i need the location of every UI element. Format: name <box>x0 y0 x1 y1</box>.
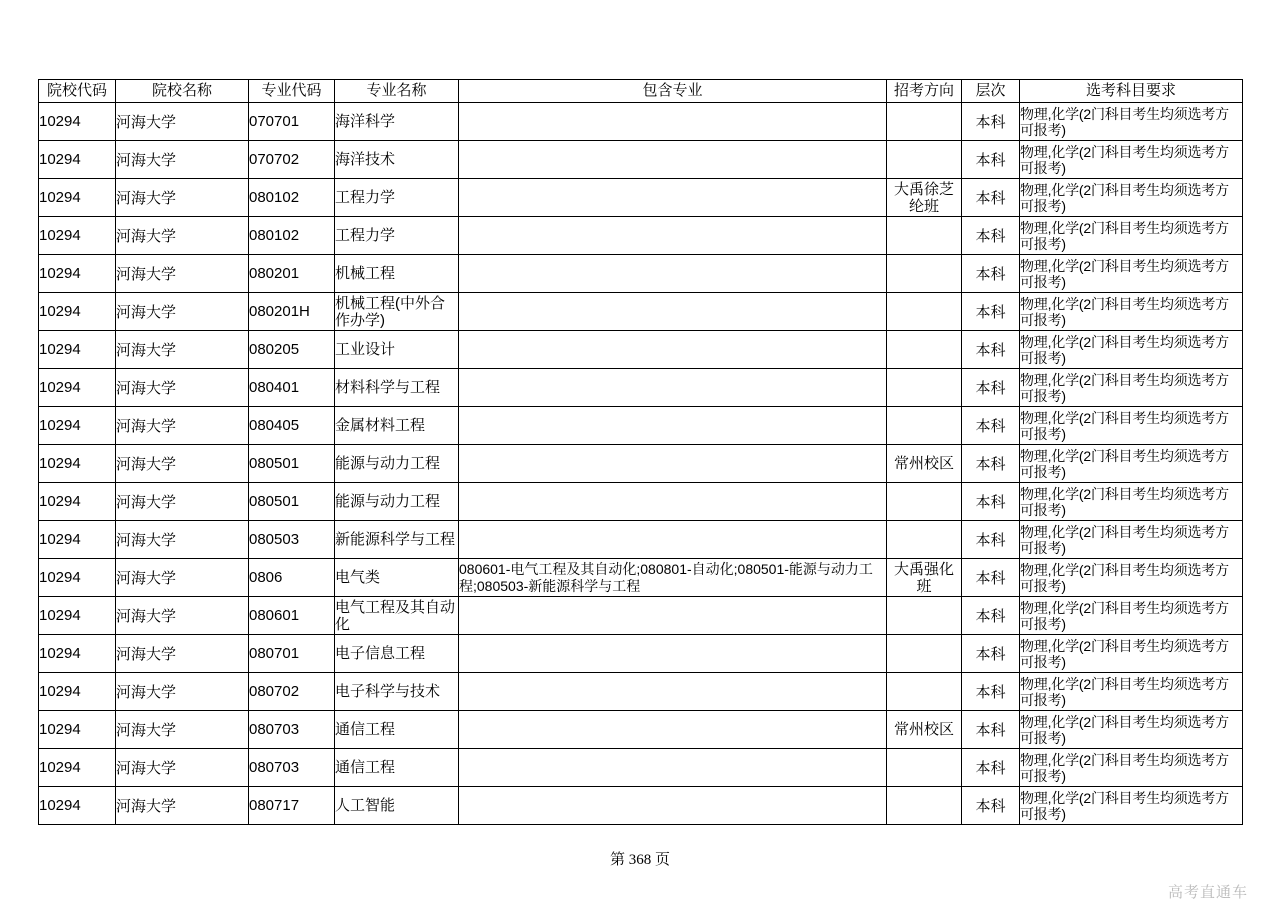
cell-major-code: 080703 <box>249 749 335 787</box>
cell-school-name: 河海大学 <box>116 559 249 597</box>
cell-included-majors <box>459 521 887 559</box>
cell-major-code: 080205 <box>249 331 335 369</box>
cell-level: 本科 <box>962 749 1020 787</box>
cell-level: 本科 <box>962 711 1020 749</box>
cell-subject-requirement: 物理,化学(2门科目考生均须选考方可报考) <box>1020 711 1243 749</box>
cell-direction <box>887 369 962 407</box>
cell-subject-requirement: 物理,化学(2门科目考生均须选考方可报考) <box>1020 217 1243 255</box>
cell-school-code: 10294 <box>39 179 116 217</box>
cell-subject-requirement: 物理,化学(2门科目考生均须选考方可报考) <box>1020 787 1243 825</box>
cell-included-majors <box>459 103 887 141</box>
cell-major-name: 工业设计 <box>335 331 459 369</box>
table-row <box>39 141 1243 179</box>
cell-direction <box>887 597 962 635</box>
cell-subject-requirement: 物理,化学(2门科目考生均须选考方可报考) <box>1020 293 1243 331</box>
cell-school-name: 河海大学 <box>116 483 249 521</box>
cell-included-majors <box>459 635 887 673</box>
cell-school-name: 河海大学 <box>116 293 249 331</box>
cell-school-code: 10294 <box>39 787 116 825</box>
cell-major-code: 080102 <box>249 217 335 255</box>
cell-level: 本科 <box>962 255 1020 293</box>
majors-table <box>38 79 1243 825</box>
cell-major-name: 工程力学 <box>335 217 459 255</box>
cell-school-code: 10294 <box>39 711 116 749</box>
table-row <box>39 217 1243 255</box>
cell-included-majors <box>459 179 887 217</box>
header-major-name: 专业名称 <box>335 80 459 103</box>
cell-direction: 常州校区 <box>887 445 962 483</box>
cell-school-name: 河海大学 <box>116 711 249 749</box>
table-row <box>39 369 1243 407</box>
cell-subject-requirement: 物理,化学(2门科目考生均须选考方可报考) <box>1020 331 1243 369</box>
cell-major-name: 新能源科学与工程 <box>335 521 459 559</box>
cell-major-code: 070702 <box>249 141 335 179</box>
cell-major-name: 机械工程(中外合作办学) <box>335 293 459 331</box>
cell-major-code: 080703 <box>249 711 335 749</box>
cell-subject-requirement: 物理,化学(2门科目考生均须选考方可报考) <box>1020 521 1243 559</box>
cell-subject-requirement: 物理,化学(2门科目考生均须选考方可报考) <box>1020 141 1243 179</box>
table-row <box>39 635 1243 673</box>
cell-school-code: 10294 <box>39 331 116 369</box>
cell-school-code: 10294 <box>39 521 116 559</box>
cell-major-code: 080201H <box>249 293 335 331</box>
cell-school-code: 10294 <box>39 293 116 331</box>
table-body <box>39 103 1243 825</box>
cell-subject-requirement: 物理,化学(2门科目考生均须选考方可报考) <box>1020 483 1243 521</box>
cell-school-name: 河海大学 <box>116 103 249 141</box>
cell-major-code: 080102 <box>249 179 335 217</box>
cell-school-code: 10294 <box>39 597 116 635</box>
cell-school-name: 河海大学 <box>116 179 249 217</box>
cell-level: 本科 <box>962 673 1020 711</box>
cell-subject-requirement: 物理,化学(2门科目考生均须选考方可报考) <box>1020 597 1243 635</box>
cell-school-code: 10294 <box>39 483 116 521</box>
cell-subject-requirement: 物理,化学(2门科目考生均须选考方可报考) <box>1020 255 1243 293</box>
cell-included-majors <box>459 255 887 293</box>
cell-direction <box>887 255 962 293</box>
page-number: 第 368 页 <box>609 852 670 868</box>
cell-major-name: 能源与动力工程 <box>335 483 459 521</box>
cell-school-code: 10294 <box>39 407 116 445</box>
cell-direction <box>887 217 962 255</box>
cell-major-code: 080405 <box>249 407 335 445</box>
cell-direction <box>887 787 962 825</box>
cell-included-majors <box>459 141 887 179</box>
cell-direction: 常州校区 <box>887 711 962 749</box>
cell-major-name: 电子信息工程 <box>335 635 459 673</box>
cell-major-name: 材料科学与工程 <box>335 369 459 407</box>
cell-school-name: 河海大学 <box>116 787 249 825</box>
cell-school-name: 河海大学 <box>116 597 249 635</box>
cell-direction <box>887 521 962 559</box>
header-level: 层次 <box>962 80 1020 103</box>
cell-direction <box>887 293 962 331</box>
cell-included-majors <box>459 445 887 483</box>
cell-subject-requirement: 物理,化学(2门科目考生均须选考方可报考) <box>1020 749 1243 787</box>
cell-direction: 大禹强化班 <box>887 559 962 597</box>
cell-direction <box>887 483 962 521</box>
cell-direction <box>887 635 962 673</box>
cell-major-name: 机械工程 <box>335 255 459 293</box>
cell-school-code: 10294 <box>39 255 116 293</box>
cell-level: 本科 <box>962 407 1020 445</box>
table-row <box>39 711 1243 749</box>
cell-included-majors <box>459 597 887 635</box>
cell-major-name: 通信工程 <box>335 711 459 749</box>
cell-subject-requirement: 物理,化学(2门科目考生均须选考方可报考) <box>1020 103 1243 141</box>
cell-included-majors <box>459 749 887 787</box>
cell-major-code: 0806 <box>249 559 335 597</box>
watermark-label: 高考直通车 <box>1167 884 1248 901</box>
cell-level: 本科 <box>962 635 1020 673</box>
cell-subject-requirement: 物理,化学(2门科目考生均须选考方可报考) <box>1020 635 1243 673</box>
cell-school-name: 河海大学 <box>116 141 249 179</box>
cell-level: 本科 <box>962 331 1020 369</box>
header-subject-requirement: 选考科目要求 <box>1020 80 1243 103</box>
cell-school-name: 河海大学 <box>116 445 249 483</box>
cell-subject-requirement: 物理,化学(2门科目考生均须选考方可报考) <box>1020 407 1243 445</box>
cell-major-name: 金属材料工程 <box>335 407 459 445</box>
header-major-code: 专业代码 <box>249 80 335 103</box>
cell-direction <box>887 103 962 141</box>
cell-school-code: 10294 <box>39 559 116 597</box>
cell-major-name: 人工智能 <box>335 787 459 825</box>
cell-major-code: 080702 <box>249 673 335 711</box>
cell-level: 本科 <box>962 787 1020 825</box>
cell-school-code: 10294 <box>39 635 116 673</box>
header-direction: 招考方向 <box>887 80 962 103</box>
cell-major-code: 080701 <box>249 635 335 673</box>
cell-school-name: 河海大学 <box>116 331 249 369</box>
cell-school-name: 河海大学 <box>116 369 249 407</box>
cell-major-name: 能源与动力工程 <box>335 445 459 483</box>
cell-major-name: 工程力学 <box>335 179 459 217</box>
table-row <box>39 673 1243 711</box>
cell-included-majors <box>459 787 887 825</box>
cell-school-name: 河海大学 <box>116 255 249 293</box>
header-school-code: 院校代码 <box>39 80 116 103</box>
cell-level: 本科 <box>962 293 1020 331</box>
cell-included-majors <box>459 483 887 521</box>
cell-level: 本科 <box>962 369 1020 407</box>
cell-level: 本科 <box>962 141 1020 179</box>
cell-school-code: 10294 <box>39 217 116 255</box>
cell-major-code: 080601 <box>249 597 335 635</box>
table-header <box>39 80 1243 103</box>
header-row <box>39 80 1243 103</box>
cell-included-majors <box>459 369 887 407</box>
cell-included-majors: 080601-电气工程及其自动化;080801-自动化;080501-能源与动力工程;080503-新能源科学与工程 <box>459 559 887 597</box>
header-included-majors: 包含专业 <box>459 80 887 103</box>
cell-major-name: 海洋科学 <box>335 103 459 141</box>
table-row <box>39 597 1243 635</box>
cell-school-name: 河海大学 <box>116 673 249 711</box>
cell-level: 本科 <box>962 103 1020 141</box>
cell-included-majors <box>459 217 887 255</box>
table-row <box>39 749 1243 787</box>
cell-level: 本科 <box>962 521 1020 559</box>
cell-included-majors <box>459 331 887 369</box>
cell-direction <box>887 407 962 445</box>
cell-subject-requirement: 物理,化学(2门科目考生均须选考方可报考) <box>1020 369 1243 407</box>
cell-subject-requirement: 物理,化学(2门科目考生均须选考方可报考) <box>1020 673 1243 711</box>
cell-subject-requirement: 物理,化学(2门科目考生均须选考方可报考) <box>1020 179 1243 217</box>
cell-major-name: 海洋技术 <box>335 141 459 179</box>
cell-direction <box>887 673 962 711</box>
cell-direction <box>887 331 962 369</box>
cell-level: 本科 <box>962 179 1020 217</box>
cell-school-name: 河海大学 <box>116 217 249 255</box>
cell-major-code: 080503 <box>249 521 335 559</box>
cell-major-name: 电子科学与技术 <box>335 673 459 711</box>
cell-school-code: 10294 <box>39 103 116 141</box>
table-row <box>39 103 1243 141</box>
cell-school-code: 10294 <box>39 445 116 483</box>
table-row <box>39 445 1243 483</box>
table-row <box>39 521 1243 559</box>
table-row <box>39 179 1243 217</box>
cell-included-majors <box>459 407 887 445</box>
header-school-name: 院校名称 <box>116 80 249 103</box>
cell-major-name: 电气工程及其自动化 <box>335 597 459 635</box>
cell-school-name: 河海大学 <box>116 407 249 445</box>
cell-subject-requirement: 物理,化学(2门科目考生均须选考方可报考) <box>1020 559 1243 597</box>
cell-included-majors <box>459 711 887 749</box>
cell-direction <box>887 141 962 179</box>
cell-school-name: 河海大学 <box>116 635 249 673</box>
table-row <box>39 559 1243 597</box>
cell-school-name: 河海大学 <box>116 749 249 787</box>
table-row <box>39 293 1243 331</box>
cell-included-majors <box>459 293 887 331</box>
cell-major-code: 080501 <box>249 483 335 521</box>
cell-level: 本科 <box>962 217 1020 255</box>
cell-level: 本科 <box>962 597 1020 635</box>
table-row <box>39 787 1243 825</box>
cell-school-code: 10294 <box>39 673 116 711</box>
cell-school-code: 10294 <box>39 141 116 179</box>
cell-school-code: 10294 <box>39 749 116 787</box>
cell-direction <box>887 749 962 787</box>
cell-major-code: 080717 <box>249 787 335 825</box>
cell-level: 本科 <box>962 445 1020 483</box>
table-row <box>39 255 1243 293</box>
cell-major-code: 080201 <box>249 255 335 293</box>
cell-major-name: 通信工程 <box>335 749 459 787</box>
cell-level: 本科 <box>962 483 1020 521</box>
document-page <box>38 79 1242 825</box>
table-row <box>39 407 1243 445</box>
cell-school-name: 河海大学 <box>116 521 249 559</box>
cell-included-majors <box>459 673 887 711</box>
cell-school-code: 10294 <box>39 369 116 407</box>
cell-major-code: 070701 <box>249 103 335 141</box>
cell-major-name: 电气类 <box>335 559 459 597</box>
cell-level: 本科 <box>962 559 1020 597</box>
table-row <box>39 331 1243 369</box>
cell-major-code: 080501 <box>249 445 335 483</box>
cell-direction: 大禹徐芝纶班 <box>887 179 962 217</box>
cell-subject-requirement: 物理,化学(2门科目考生均须选考方可报考) <box>1020 445 1243 483</box>
cell-major-code: 080401 <box>249 369 335 407</box>
table-row <box>39 483 1243 521</box>
